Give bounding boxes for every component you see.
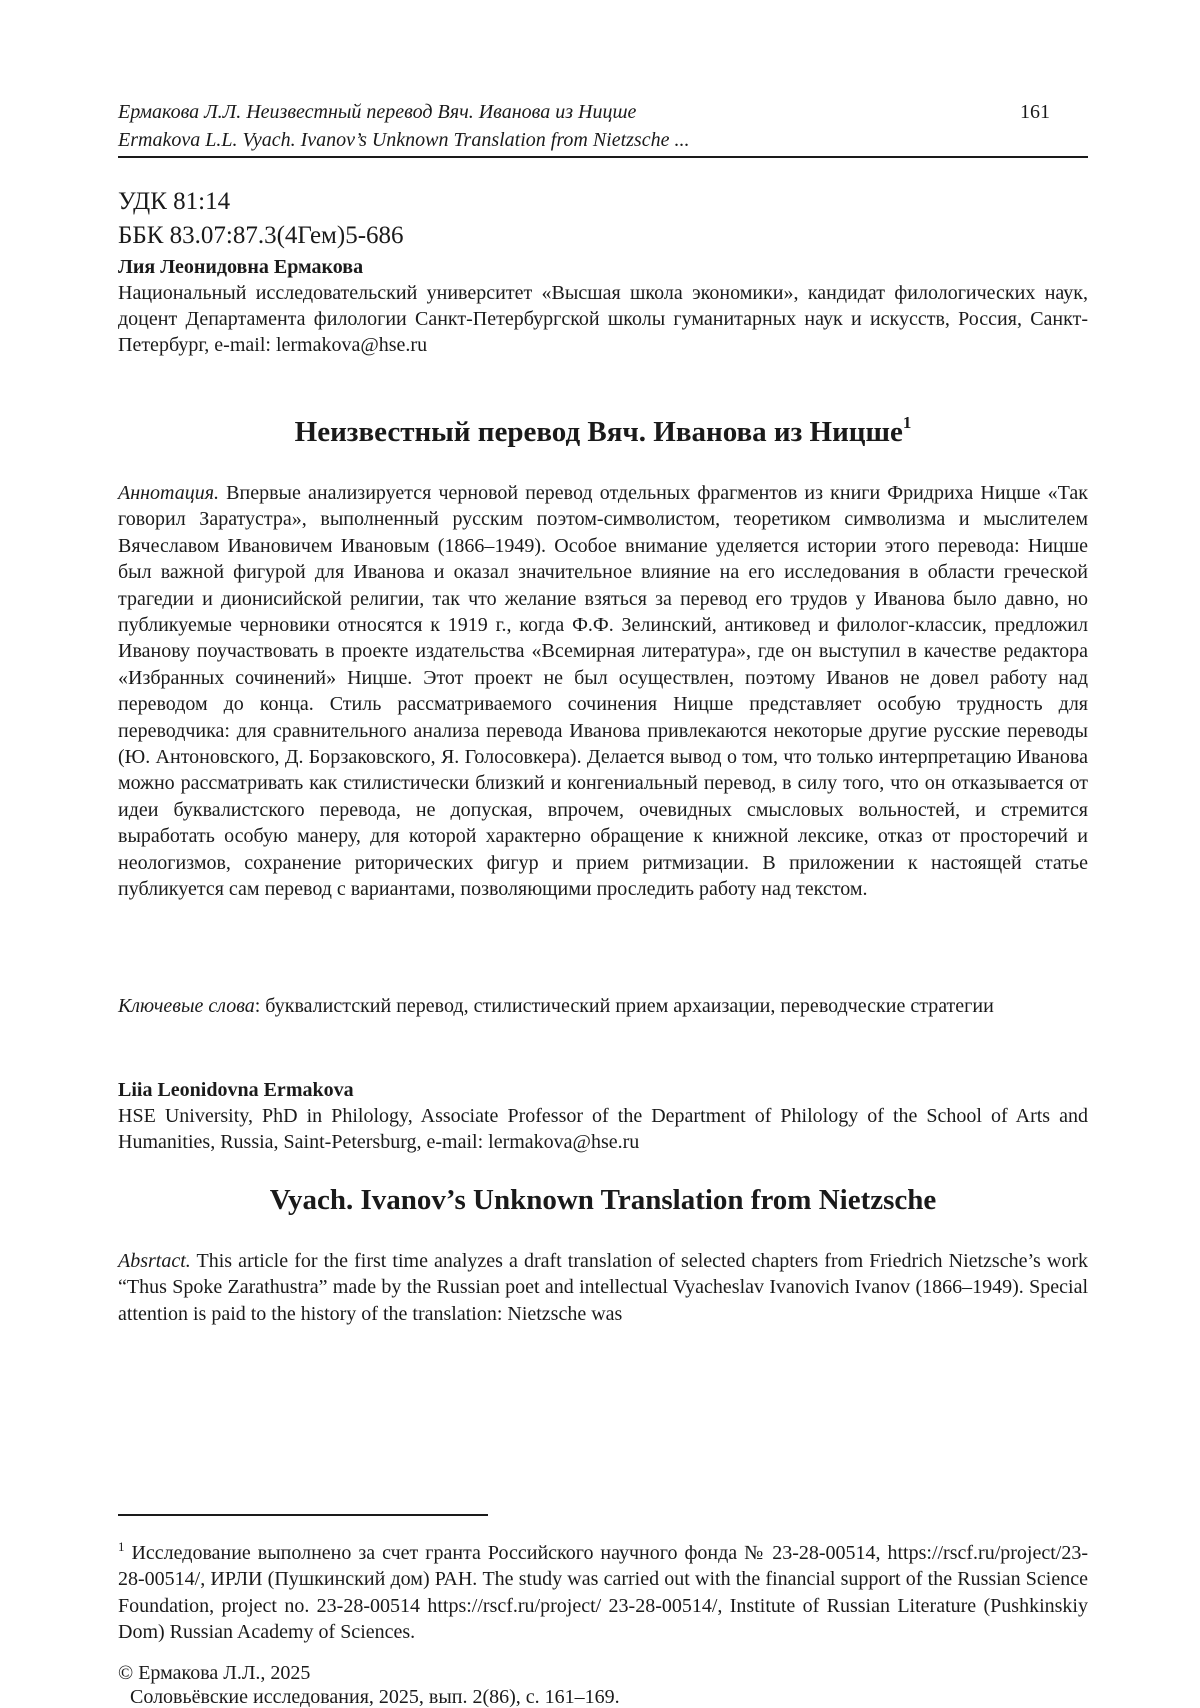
abstract-en-label: Absrtact.	[118, 1250, 191, 1272]
running-header	[118, 98, 1088, 154]
author-block-ru	[118, 254, 1088, 358]
udk-code: УДК 81:14	[118, 188, 231, 215]
abstract-en	[118, 1248, 1088, 1327]
footnote	[118, 1540, 1088, 1646]
keywords-ru	[118, 993, 1088, 1019]
running-header-en: Ermakova L.L. Vyach. Ivanov’s Unknown Translation from Nietzsche ...	[118, 129, 690, 151]
article-title-ru	[118, 414, 1088, 450]
footnote-divider	[118, 1514, 488, 1516]
keywords-ru-text: : буквалистский перевод, стилистический прием архаизации, переводческие стратегии	[254, 995, 994, 1017]
copyright-line: © Ермакова Л.Л., 2025	[118, 1662, 311, 1684]
classification-codes	[118, 185, 404, 253]
author-name-ru: Лия Леонидовна Ермакова	[118, 256, 364, 278]
author-affiliation-ru: Национальный исследовательский университет «Высшая школа экономики», кандидат филологических наук, доцент Департамента филологии Санкт-Петербургской школы гуманитарных наук и искусств, Россия, Санкт-Петербург, e-mail: lermakova@hse.ru	[118, 282, 1088, 356]
header-divider	[118, 156, 1088, 158]
running-header-ru: Ермакова Л.Л. Неизвестный перевод Вяч. Иванова из Ницше	[118, 101, 637, 123]
citation-line: Соловьёвские исследования, 2025, вып. 2(86), с. 161–169.	[130, 1686, 620, 1708]
author-block-en	[118, 1077, 1088, 1155]
abstract-ru	[118, 480, 1088, 903]
abstract-ru-label: Аннотация.	[118, 482, 220, 504]
author-name-en: Liia Leonidovna Ermakova	[118, 1079, 354, 1101]
article-title-ru-text: Неизвестный перевод Вяч. Иванова из Ницше	[294, 416, 903, 448]
footnote-mark: 1	[118, 1539, 125, 1554]
page-number: 161	[1020, 101, 1050, 123]
author-affiliation-en: HSE University, PhD in Philology, Associate Professor of the Department of Philology of the School of Arts and Humanities, Russia, Saint-Petersburg, e-mail: lermakova@hse.ru	[118, 1105, 1088, 1153]
article-title-en: Vyach. Ivanov’s Unknown Translation from Nietzsche	[269, 1184, 937, 1216]
bbk-code: ББК 83.07:87.3(4Гем)5-686	[118, 222, 404, 249]
abstract-en-text: This article for the first time analyzes a draft translation of selected chapters from Friedrich Nietzsche’s work “Thus Spoke Zarathustra” made by the Russian poet and intellectual Vyacheslav Ivanovich Ivanov (1866–1949). Special attention is paid to the history of the translation: Nietzsche was	[118, 1250, 1088, 1325]
abstract-ru-text: Впервые анализируется черновой перевод отдельных фрагментов из книги Фридриха Ницше «Так говорил Заратустра», выполненный русским поэтом-символистом, теоретиком символизма и мыслителем Вячеславом Ивановичем Ивановым (1866–1949). Особое внимание уделяется истории этого перевода: Ницше был важной фигурой для Иванова и оказал значительное влияние на его исследования в области греческой трагедии и дионисийской религии, так что желание взяться за перевод его трудов у Иванова было давно, но публикуемые черновики относятся к 1919 г., когда Ф.Ф. Зелинский, антиковед и филолог-классик, предложил Иванову поучаствовать в проекте издательства «Всемирная литература», где он выступил в качестве редактора «Избранных сочинений» Ницше. Этот проект не был осуществлен, поэтому Иванов не довел работу над переводом до конца. Стиль рассматриваемого сочинения Ницше представляет особую трудность для переводчика: для сравнительного анализа перевода Иванова привлекаются некоторые другие русские переводы (Ю. Антоновского, Д. Борзаковского, Я. Голосовкера). Делается вывод о том, что только интерпретацию Иванова можно рассматривать как стилистически близкий и конгениальный перевод, в силу того, что он отказывается от идеи буквалистского перевода, не допуская, впрочем, очевидных смысловых вольностей, и стремится выработать особую манеру, для которой характерно обращение к книжной лексике, отказ от просторечий и неологизмов, сохранение риторических фигур и прием ритмизации. В приложении к настоящей статье публикуется сам перевод с вариантами, позволяющими проследить работу над текстом.	[118, 482, 1088, 901]
keywords-ru-label: Ключевые слова	[118, 995, 255, 1017]
footnote-ref[interactable]: 1	[902, 413, 912, 432]
footnote-text: Исследование выполнено за счет гранта Российского научного фонда № 23-28-00514, https://rscf.ru/project/23-28-00514/, ИРЛИ (Пушкинский дом) РАН. The study was carried out with the financial support of the Russian Science Foundation, project no. 23-28-00514 https://rscf.ru/project/ 23-28-00514/, Institute of Russian Literature (Pushkinskiy Dom) Russian Academy of Sciences.	[118, 1542, 1088, 1644]
